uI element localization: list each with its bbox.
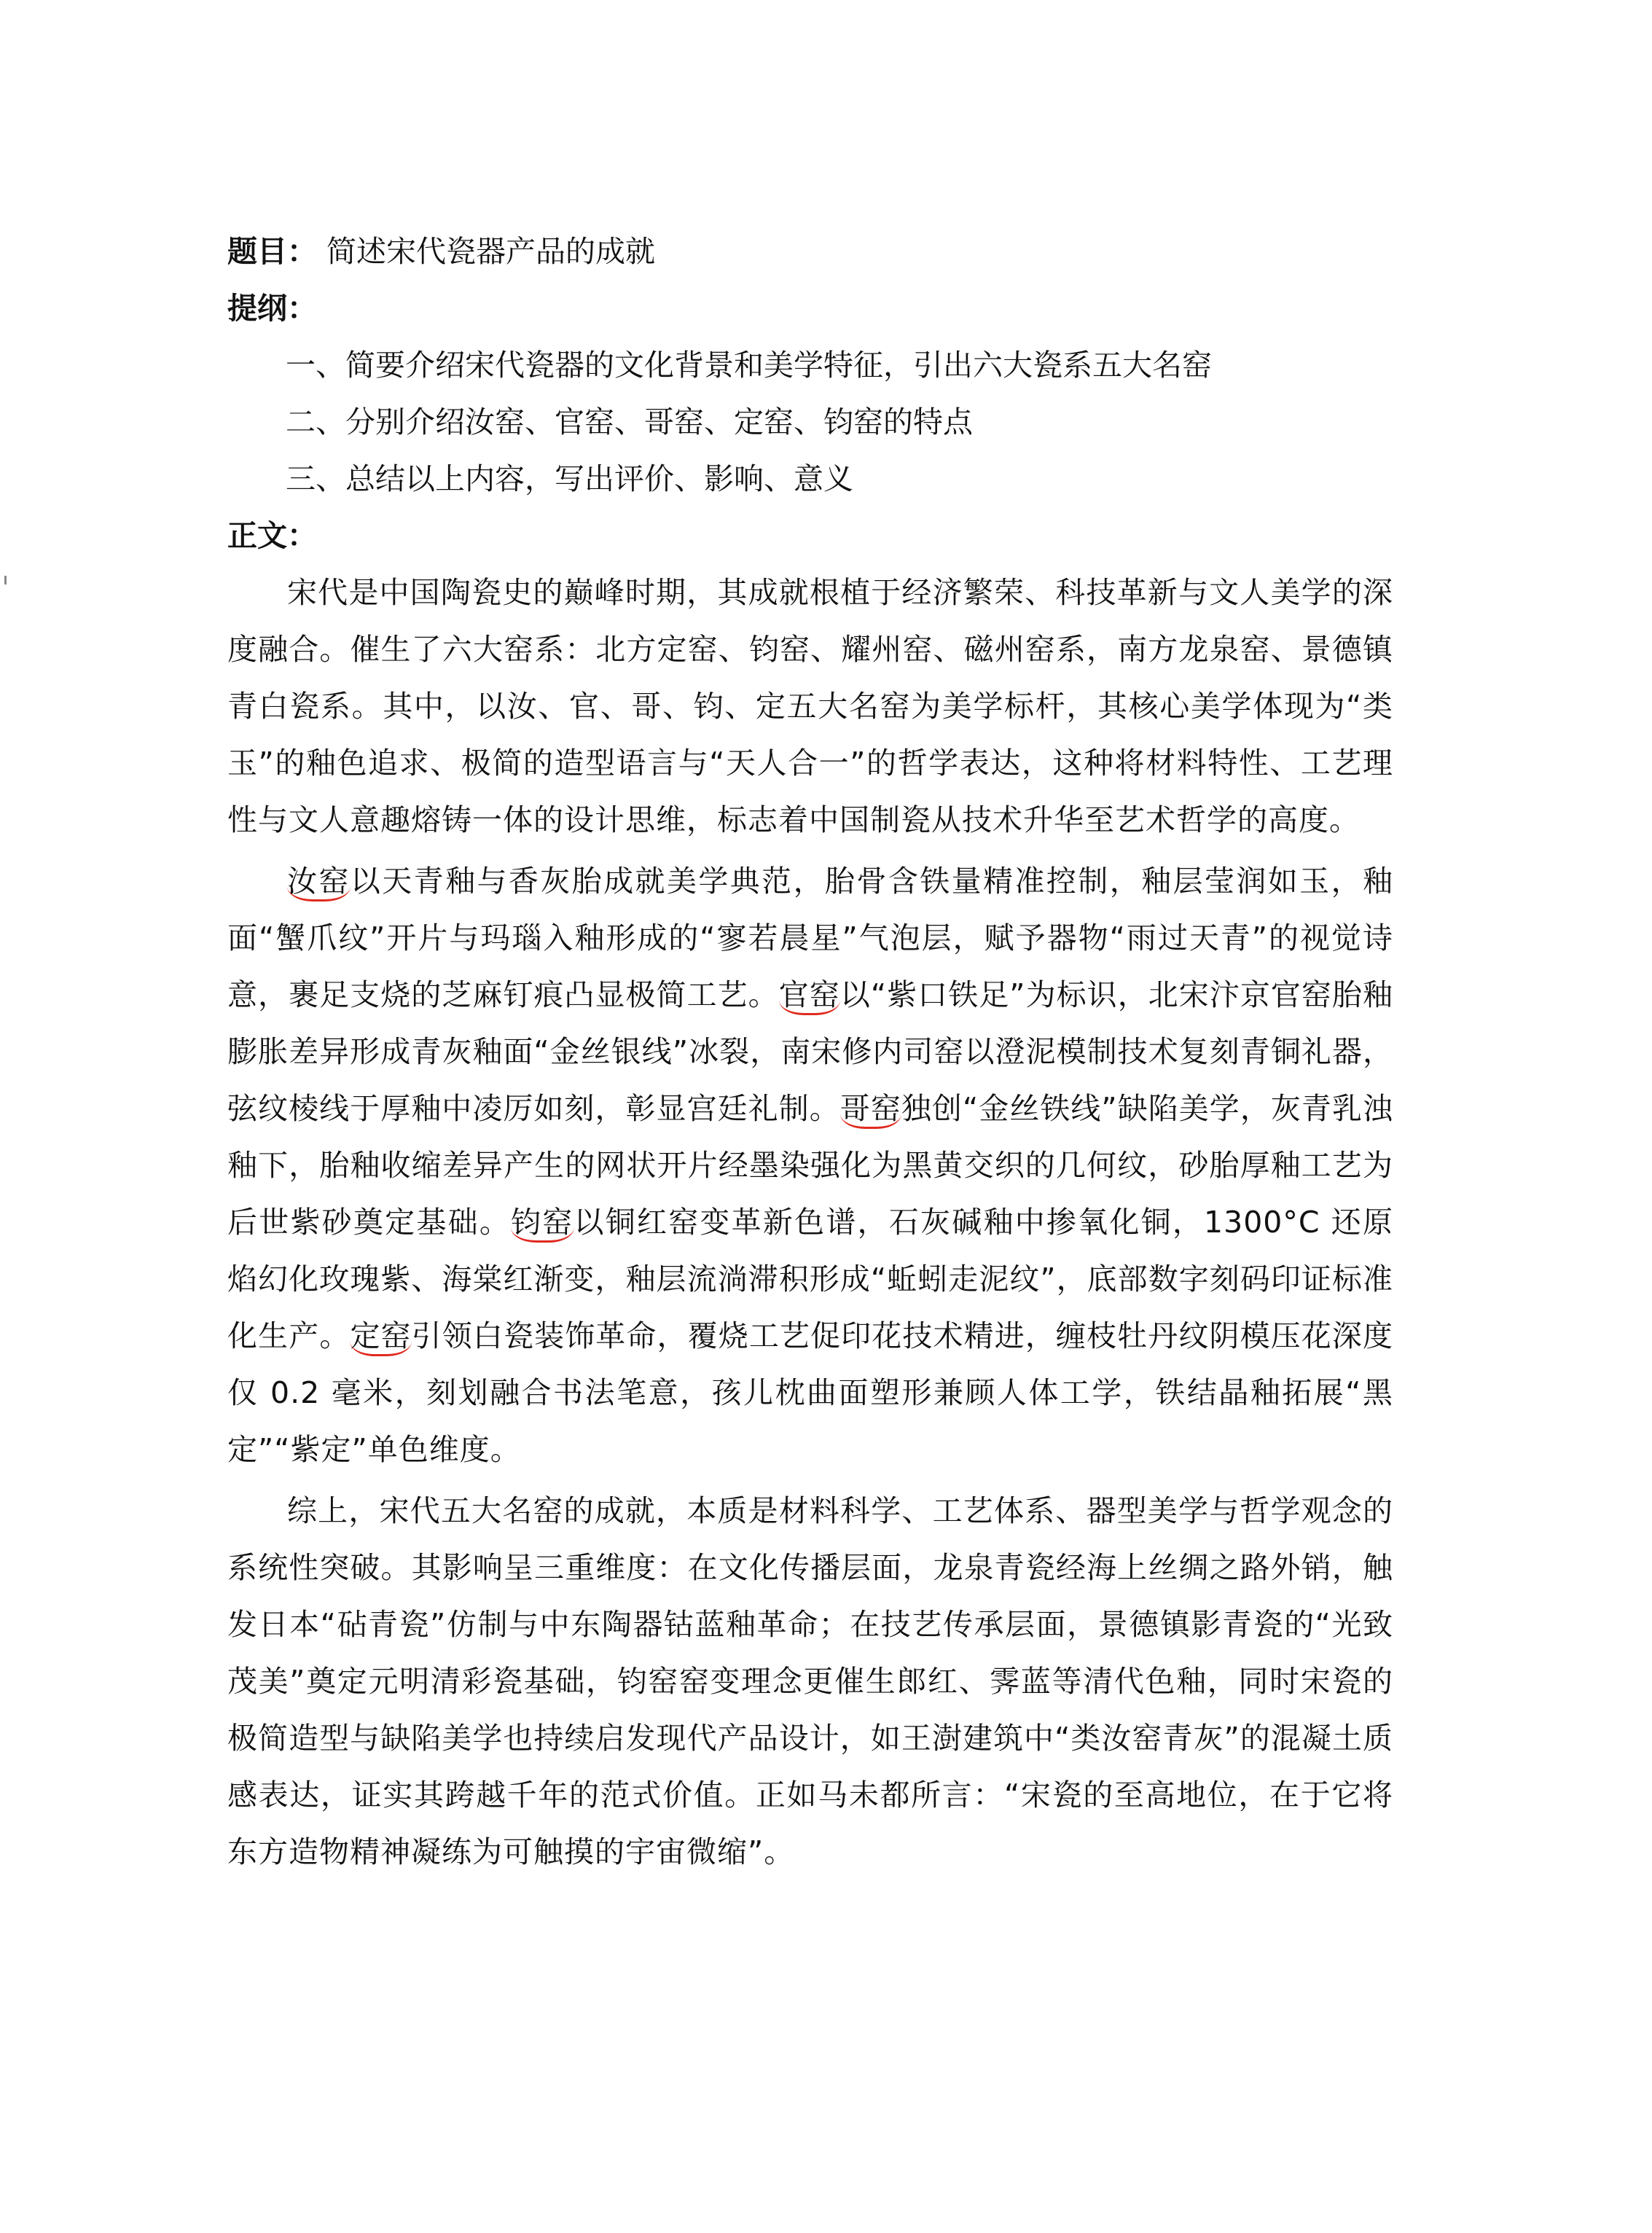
outline-item-3: 三、总结以上内容，写出评价、影响、意义: [286, 461, 853, 496]
paragraph-intro: 宋代是中国陶瓷史的巅峰时期，其成就根植于经济繁荣、科技革新与文人美学的深度融合。催生了六大窑系：北方定窑、钧窑、耀州窑、磁州窑系，南方龙泉窑、景德镇青白瓷系。其中，以汝、官、哥、钧、定五大名窑为美学标杆，其核心美学体现为“类玉”的釉色追求、极简的造型语言与“天人合一”的哲学表达，这种将材料特性、工艺理性与文人意趣熔铸一体的设计思维，标志着中国制瓷从技术升华至艺术哲学的高度。: [227, 575, 1393, 837]
jun-kiln-term: 钧窑: [511, 1205, 573, 1243]
ge-kiln-term: 哥窑: [840, 1091, 901, 1129]
paragraph-conclusion: 综上，宋代五大名窑的成就，本质是材料科学、工艺体系、器型美学与哲学观念的系统性突破。其影响呈三重维度：在文化传播层面，龙泉青瓷经海上丝绸之路外销，触发日本“砧青瓷”仿制与中东陶器钴蓝釉革命；在技艺传承层面，景德镇影青瓷的“光致茂美”奠定元明清彩瓷基础，钧窑窑变理念更催生郎红、霁蓝等清代色釉，同时宋瓷的极简造型与缺陷美学也持续启发现代产品设计，如王澍建筑中“类汝窑青灰”的混凝土质感表达，证实其跨越千年的范式价值。正如马未都所言：“宋瓷的至高地位，在于它将东方造物精神凝练为可触摸的宇宙微缩”。: [227, 1493, 1393, 1869]
jun-kiln-text: 以铜红窑变革新色谱，石灰碱釉中掺氧化铜，1300°C 还原焰幻化玫瑰紫、海棠红渐变，釉层流淌滞积形成“蚯蚓走泥纹”，底部数字刻码印证标准化生产。: [227, 1205, 1394, 1353]
title-text: 简述宋代瓷器产品的成就: [326, 234, 656, 269]
guan-kiln-term: 官窑: [779, 977, 840, 1015]
outline-item-1: 一、简要介绍宋代瓷器的文化背景和美学特征，引出六大瓷系五大名窑: [286, 348, 1212, 383]
body-heading: [227, 507, 1393, 564]
paragraph-kilns: [227, 853, 1393, 1478]
outline-heading: [227, 280, 1393, 337]
ge-kiln-text: 独创“金丝铁线”缺陷美学，灰青乳浊釉下，胎釉收缩差异产生的网状开片经墨染强化为黑黄交织的几何纹，砂胎厚釉工艺为后世紫砂奠定基础。: [227, 1091, 1394, 1240]
scan-mark: [4, 576, 7, 584]
ru-kiln-text: 以天青釉与香灰胎成就美学典范，胎骨含铁量精准控制，釉层莹润如玉，釉面“蟹爪纹”开片与玛瑙入釉形成的“寥若晨星”气泡层，赋予器物“雨过天青”的视觉诗意，裹足支烧的芝麻钉痕凸显极简工艺。: [227, 864, 1394, 1012]
ding-kiln-text: 引领白瓷装饰革命，覆烧工艺促印花技术精进，缠枝牡丹纹阴模压花深度仅 0.2 毫米，刻划融合书法笔意，孩儿枕曲面塑形兼顾人体工学，铁结晶釉拓展“黑定”“紫定”单色维度。: [227, 1318, 1394, 1467]
body-label: 正文：: [227, 518, 317, 553]
outline-label: 提纲：: [227, 291, 317, 326]
ru-kiln-term: 汝窑: [287, 864, 351, 902]
ding-kiln-term: 定窑: [350, 1318, 411, 1356]
guan-kiln-text: 以“紫口铁足”为标识，北宋汴京官窑胎釉膨胀差异形成青灰釉面“金丝银线”冰裂，南宋修内司窑以澄泥模制技术复刻青铜礼器，弦纹棱线于厚釉中凌厉如刻，彰显宫廷礼制。: [227, 977, 1394, 1126]
essay-content: [227, 223, 1393, 1885]
title-label: 题目：: [227, 234, 317, 269]
title-line: [227, 223, 1393, 280]
outline-item-2: 二、分别介绍汝窑、官窑、哥窑、定窑、钧窑的特点: [286, 404, 973, 439]
